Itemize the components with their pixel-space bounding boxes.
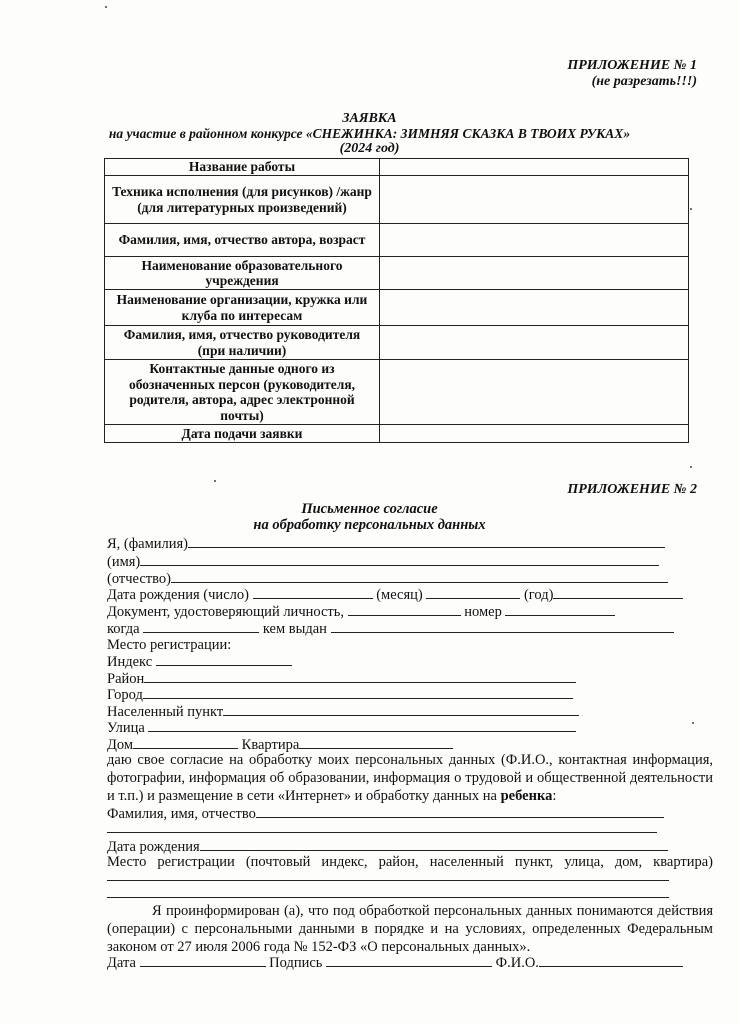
birth-month-field[interactable]: [426, 586, 520, 599]
child-fio-label: Фамилия, имя, отчество: [107, 806, 256, 822]
issued-label: кем выдан: [262, 621, 327, 637]
signature-label: Подпись: [269, 955, 323, 971]
district-label: Район: [107, 671, 145, 687]
surname-label: Я, (фамилия): [107, 536, 189, 552]
document-label: Документ, удостоверяющий личность,: [107, 604, 344, 620]
city-label: Город: [107, 687, 143, 703]
table-row: [105, 290, 689, 326]
row-value-field[interactable]: [380, 224, 689, 257]
child-registration-field[interactable]: [107, 880, 669, 881]
street-field[interactable]: [148, 719, 576, 732]
city-field[interactable]: [143, 686, 573, 699]
row-label: Фамилия, имя, отчество автора, возраст: [105, 224, 380, 257]
child-registration-field-continued[interactable]: [107, 897, 669, 898]
table-row: [105, 159, 689, 176]
consent-text: даю свое согласие на обработку моих персональных данных (Ф.И.О., контактная информация, фотографии, информация об образовании, информация о трудовой и общественной деятельности и т.п.) и размещение в сети «Интернет» и обработку данных на: [107, 752, 713, 804]
row-label: Название работы: [105, 159, 380, 176]
street-label: Улица: [107, 720, 145, 736]
surname-field[interactable]: [188, 535, 665, 548]
appendix-1-title: ПРИЛОЖЕНИЕ № 1: [567, 58, 697, 73]
sign-fio-field[interactable]: [539, 954, 683, 967]
birth-year-label: (год): [523, 587, 554, 603]
index-label: Индекс: [107, 654, 153, 670]
name-label: (имя): [107, 554, 141, 570]
apartment-label: Квартира: [241, 737, 300, 753]
birth-month-label: (месяц): [376, 587, 423, 603]
sign-fio-label: Ф.И.О.: [495, 955, 539, 971]
index-field[interactable]: [156, 653, 292, 666]
row-label: Техника исполнения (для рисунков) /жанр (для литературных произведений): [105, 176, 380, 224]
number-field[interactable]: [505, 603, 615, 616]
consent-heading-2: на обработку персональных данных: [253, 517, 486, 533]
patronymic-label: (отчество): [107, 571, 171, 587]
scan-speck: [214, 480, 216, 482]
application-subtitle: на участие в районном конкурсе «СНЕЖИНКА: ЗИМНЯЯ СКАЗКА В ТВОИХ РУКАХ»: [108, 126, 631, 141]
table-row: [105, 224, 689, 257]
row-value-field[interactable]: [380, 257, 689, 290]
district-field[interactable]: [144, 670, 576, 683]
birth-day-field[interactable]: [253, 586, 373, 599]
patronymic-field[interactable]: [171, 570, 668, 583]
sign-date-field[interactable]: [140, 954, 266, 967]
number-label: номер: [464, 604, 502, 620]
child-birth-field[interactable]: [200, 838, 668, 851]
table-row: [105, 176, 689, 224]
consent-colon: :: [552, 788, 557, 804]
scan-speck: [690, 466, 692, 468]
issued-field[interactable]: [331, 620, 674, 633]
child-fio-field-continued[interactable]: [107, 832, 657, 833]
table-row: [105, 326, 689, 360]
when-label: когда: [107, 621, 140, 637]
child-fio-field[interactable]: [256, 805, 664, 818]
row-value-field[interactable]: [380, 360, 689, 425]
application-heading: ЗАЯВКА: [342, 111, 397, 126]
house-field[interactable]: [133, 736, 238, 749]
consent-paragraph: [107, 751, 713, 805]
birth-day-label: Дата рождения (число): [107, 587, 249, 603]
when-field[interactable]: [143, 620, 259, 633]
birth-year-field[interactable]: [553, 586, 683, 599]
row-value-field[interactable]: [380, 425, 689, 443]
name-field[interactable]: [140, 553, 659, 566]
info-paragraph: Я проинформирован (а), что под обработкой персональных данных понимаются действия (операции) с персональными данными в порядке и на условиях, определенных Федеральным законом от 27 июля 2006 года № 152-ФЗ «О персональных данных».: [107, 903, 713, 955]
apartment-field[interactable]: [299, 736, 453, 749]
scan-speck: [690, 208, 692, 210]
table-row: [105, 360, 689, 425]
consent-child: ребенка: [500, 788, 553, 804]
application-table: [104, 158, 689, 443]
document-field[interactable]: [348, 603, 461, 616]
sign-date-label: Дата: [107, 955, 136, 971]
application-year: (2024 год): [339, 141, 400, 156]
child-registration-label: Место регистрации (почтовый индекс, район, населенный пункт, улица, дом, квартира): [107, 854, 713, 870]
row-value-field[interactable]: [380, 159, 689, 176]
registration-label: Место регистрации:: [107, 637, 232, 653]
scan-speck: [105, 6, 107, 8]
appendix-2-title: ПРИЛОЖЕНИЕ № 2: [567, 482, 697, 497]
locality-label: Населенный пункт: [107, 704, 224, 720]
row-label: Фамилия, имя, отчество руководителя (при наличии): [105, 326, 380, 360]
row-label: Контактные данные одного из обозначенных персон (руководителя, родителя, автора, адрес электронной почты): [105, 360, 380, 425]
table-row: [105, 425, 689, 443]
signature-field[interactable]: [326, 954, 492, 967]
row-value-field[interactable]: [380, 176, 689, 224]
appendix-1-note: (не разрезать!!!): [591, 74, 697, 89]
row-label: Наименование образовательного учреждения: [105, 257, 380, 290]
consent-heading-1: Письменное согласие: [301, 501, 438, 517]
row-value-field[interactable]: [380, 290, 689, 326]
child-birth-label: Дата рождения: [107, 839, 200, 855]
house-label: Дом: [107, 737, 134, 753]
row-value-field[interactable]: [380, 326, 689, 360]
locality-field[interactable]: [223, 703, 579, 716]
table-row: [105, 257, 689, 290]
row-label: Дата подачи заявки: [105, 425, 380, 443]
row-label: Наименование организации, кружка или клуба по интересам: [105, 290, 380, 326]
